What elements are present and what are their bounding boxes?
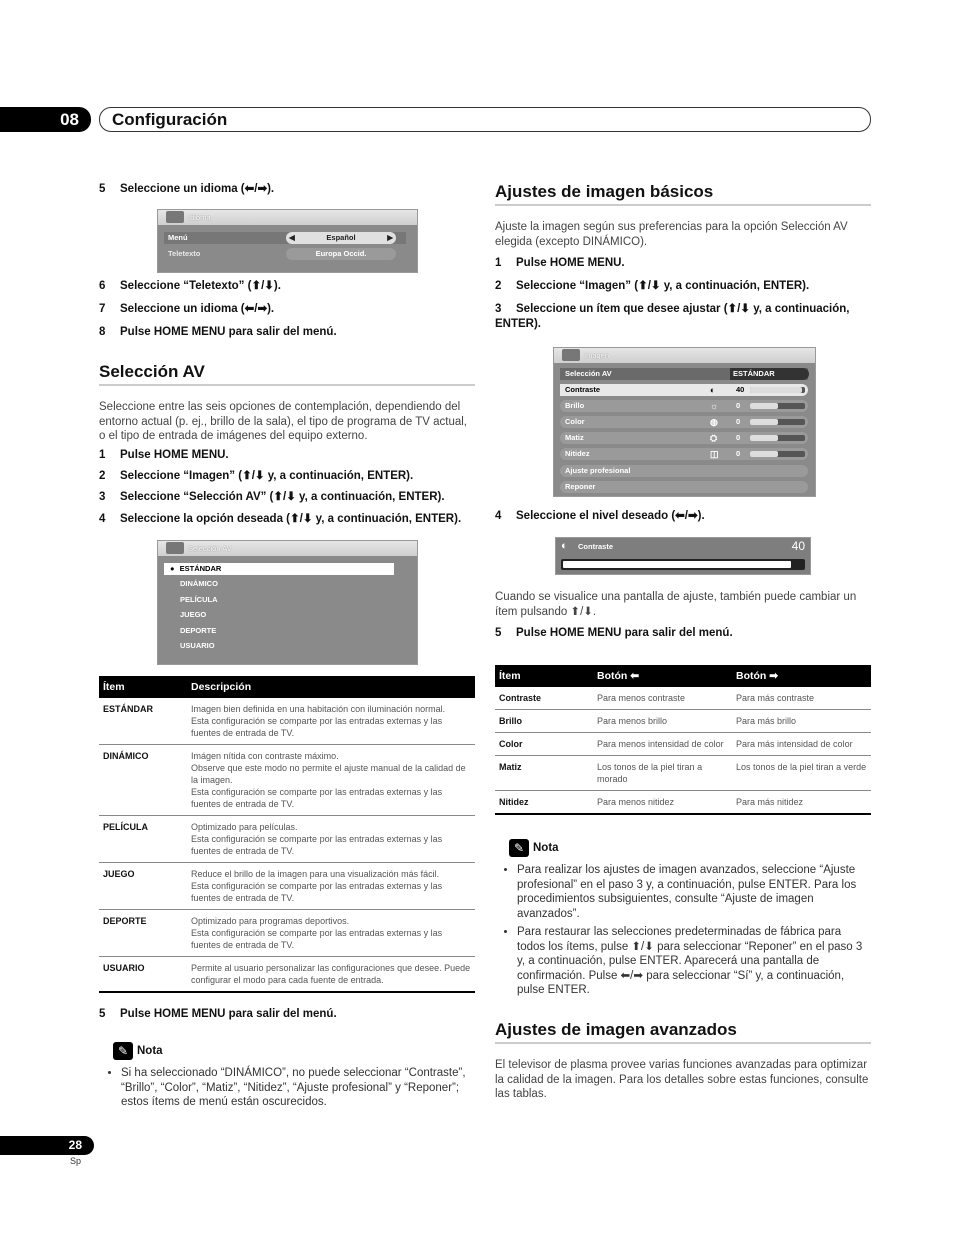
note-header: ✎ Nota [509,839,559,857]
teletexto-row: Teletexto Europa Occid. [164,248,406,260]
chapter-number: 08 [0,107,91,132]
advanced-text: El televisor de plasma provee varias funciones avanzadas para optimizar la calidad de la imagen. Para los detalles sobre estas funciones, consulte las tablas. [495,1059,869,1100]
imagen-row-contraste: Contraste ◐ 40 [560,384,808,396]
option-estandar: ● ESTÁNDAR [164,563,394,575]
option-deporte: DEPORTE [180,626,217,635]
ajuste-profesional-row: Ajuste profesional [560,465,808,477]
imagen-row-matiz: Matiz ⛭ 0 [560,432,808,444]
page-number: 28 [0,1136,94,1155]
imagen-screen: Imagen Selección AV ESTÁNDAR Contraste ◐ 40 Brillo ☼ 0 Color ◍ 0 Matiz ⛭ 0 Nitidez ◫ 0 Ajuste profesional Reponer [553,347,816,497]
level-bar [750,387,805,393]
table-row: Nitidez Para menos nitidez Para más nitidez [495,791,871,815]
contrast-adjust-screen: ◐ Contraste 40 [555,537,811,575]
table-header: Botón ➡ [732,665,871,687]
heading-ajustes-avanzados: Ajustes de imagen avanzados [495,1020,737,1039]
level-bar [750,451,805,457]
table-row: JUEGO Reduce el brillo de la imagen para una visualización más fácil. Esta configuración se comparte por las entradas externas y las fuentes de entrada de TV. [99,863,475,910]
heading-rule [99,384,475,386]
contrast-icon: ◐ [710,385,716,395]
language-code: Sp [70,1156,82,1166]
brightness-icon: ☼ [710,401,719,411]
arrow-right-icon: ▶ [387,233,393,242]
basic-intro: Ajuste la imagen según sus preferencias para la opción Selección AV elegida (excepto DINÁMICO). [495,221,848,248]
level-bar [750,419,805,425]
table-row: DINÁMICO Imágen nítida con contraste máximo. Observe que este modo no permite el ajuste manual de la calidad de la imagen. Esta configuración se comparte por las entradas externas y las fuentes de entrada de TV. [99,745,475,816]
seleccion-av-intro: Seleccione entre las seis opciones de contemplación, dependiendo del entorno actual (p. ej., brillo de la sala), el tipo de programa de TV actual, o el tipo de entrada de imágenes del equipo externo. [99,401,467,442]
heading-ajustes-basicos: Ajustes de imagen básicos [495,182,714,201]
option-dinamico: DINÁMICO [180,579,218,588]
option-pelicula: PELÍCULA [180,595,218,604]
color-icon: ◍ [710,417,718,427]
basic-para: Cuando se visualice una pantalla de ajuste, también puede cambiar un ítem pulsando ⬆/⬇. [495,591,857,618]
note-item: • Para restaurar las selecciones predeterminadas de fábrica para todos los ítems, pulse ⬆/⬇ para seleccionar “Reponer” en el paso 3 y, a continuación, pulse ENTER. Aparecerá una pantalla de confirmación. Pulse ⬅/➡ para seleccionar “Sí” y, a continuación, pulse ENTER. [517,925,872,998]
seleccion-av-screen: Selección AV ● ESTÁNDAR DINÁMICO PELÍCULA JUEGO DEPORTE USUARIO [157,540,418,665]
sel-av-step-4: 4 Seleccione la opción deseada (⬆/⬇ y, a continuación, ENTER). [99,513,462,525]
step-6: 6 Seleccione “Teletexto” (⬆/⬇). [99,280,281,292]
note-list: • Si ha seleccionado “DINÁMICO”, no puede seleccionar “Contraste”, “Brillo”, “Color”, “Matiz”, “Nitidez”, “Ajuste profesional” y “Reponer”; estos ítems de menú están oscurecidos. [104,1066,476,1114]
table-header: Ítem [495,665,593,687]
arrow-left-icon: ◀ [289,233,295,242]
table-row: DEPORTE Optimizado para programas deportivos. Esta configuración se comparte por las entradas externas y las fuentes de entrada de TV. [99,910,475,957]
table-row: Matiz Los tonos de la piel tiran a morado Los tonos de la piel tiran a verde [495,756,871,791]
sel-av-step-1: 1 Pulse HOME MENU. [99,449,229,461]
table-header: Botón ⬅ [593,665,732,687]
teletexto-value: Europa Occid. [286,248,396,260]
step-5-idioma: 5 Seleccione un idioma (⬅/➡). [99,183,275,195]
contrast-icon: ◐ [561,540,568,552]
sel-av-step-2: 2 Seleccione “Imagen” (⬆/⬇ y, a continuación, ENTER). [99,470,414,482]
option-juego: JUEGO [180,610,207,619]
table-row: Color Para menos intensidad de color Para más intensidad de color [495,733,871,756]
menu-icon [166,542,184,554]
basic-step-2: 2 Seleccione “Imagen” (⬆/⬇ y, a continuación, ENTER). [495,280,810,292]
note-item: • Para realizar los ajustes de imagen avanzados, seleccione “Ajuste profesional” en el paso 3 y, a continuación, pulse ENTER. Para los procedimientos subsiguientes, consulte “Ajuste de imagen avanzados”. [517,863,872,921]
basic-step-4: 4 Seleccione el nivel deseado (⬅/➡). [495,510,705,522]
basic-step-5: 5 Pulse HOME MENU para salir del menú. [495,627,733,639]
table-row: PELÍCULA Optimizado para películas. Esta configuración se comparte por las entradas externas y las fuentes de entrada de TV. [99,816,475,863]
table-header: Descripción [187,676,475,698]
seleccion-av-row: Selección AV ESTÁNDAR [560,368,808,380]
table-row: Contraste Para menos contraste Para más contraste [495,687,871,710]
idioma-screen: Idioma Menú ◀ Español ▶ Teletexto Europa Occid. [157,209,418,273]
step-8: 8 Pulse HOME MENU para salir del menú. [99,326,337,338]
basic-step-3: 3 Seleccione un ítem que desee ajustar (⬆/⬇ y, a continuación, ENTER). [495,303,850,330]
note-pencil-icon: ✎ [113,1042,133,1060]
table-header: Ítem [99,676,187,698]
imagen-row-nitidez: Nitidez ◫ 0 [560,448,808,460]
menu-value: ◀ Español ▶ [286,232,396,244]
contrast-level-bar [561,559,805,570]
seleccion-av-table [99,676,475,993]
level-bar [750,403,805,409]
level-bar [750,435,805,441]
note-header: ✎ Nota [113,1042,163,1060]
reponer-row: Reponer [560,481,808,493]
note-pencil-icon: ✎ [509,839,529,857]
note-list [500,863,872,1002]
heading-rule [495,204,871,206]
tint-icon: ⛭ [710,433,718,443]
menu-icon [166,211,184,223]
chapter-title: Configuración [112,110,228,129]
table-row: ESTÁNDAR Imagen bien definida en una habitación con iluminación normal. Esta configuración se comparte por las entradas externas y las fuentes de entrada de TV. [99,698,475,745]
imagen-row-color: Color ◍ 0 [560,416,808,428]
sharpness-icon: ◫ [710,449,719,459]
sel-av-step-3: 3 Seleccione “Selección AV” (⬆/⬇ y, a continuación, ENTER). [99,491,445,503]
imagen-row-brillo: Brillo ☼ 0 [560,400,808,412]
option-usuario: USUARIO [180,641,215,650]
sel-av-step-5: 5 Pulse HOME MENU para salir del menú. [99,1008,337,1020]
step-7: 7 Seleccione un idioma (⬅/➡). [99,303,275,315]
basic-step-1: 1 Pulse HOME MENU. [495,257,625,269]
menu-icon [562,349,580,361]
ajustes-table [495,665,871,815]
heading-seleccion-av: Selección AV [99,362,205,381]
heading-rule [495,1042,871,1044]
table-row: Brillo Para menos brillo Para más brillo [495,710,871,733]
table-row: USUARIO Permite al usuario personalizar las configuraciones que desee. Puede configurar el modo para cada fuente de entrada. [99,957,475,993]
menu-row: Menú ◀ Español ▶ [164,232,406,244]
